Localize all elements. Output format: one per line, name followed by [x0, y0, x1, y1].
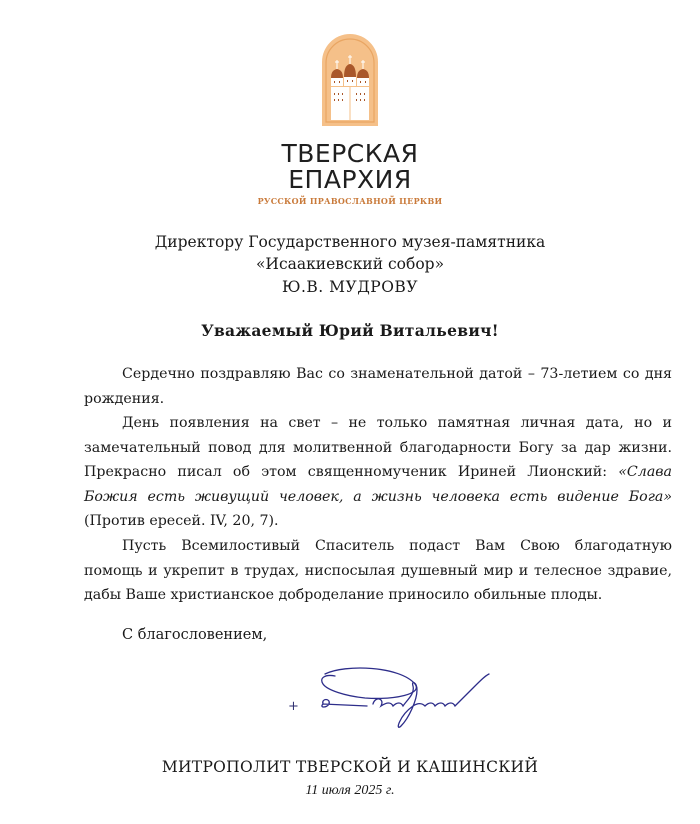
addressee-name: Ю.В. МУДРОВУ [281, 278, 419, 296]
eparchy-title-line1: ТВЕРСКАЯ [281, 139, 419, 168]
closing-phrase: С благословением, [122, 627, 268, 643]
addressee-line2: «Исаакиевский собор» [255, 255, 445, 273]
addressee-line1: Директору Государственного музея-памятника [154, 233, 546, 251]
quote-reference: (Против ересей. IV, 20, 7). [84, 513, 279, 529]
eparchy-subtitle: РУССКОЙ ПРАВОСЛАВНОЙ ЦЕРКВИ [257, 196, 443, 206]
handwritten-signature [305, 660, 495, 730]
paragraph-quote [84, 411, 672, 534]
signature-cross: + [288, 699, 299, 714]
letter-date: 11 июля 2025 г. [305, 783, 395, 798]
irenaeus-quote: «Слава Божия есть живущий человек, а жизнь человека есть видение Бога» [84, 464, 672, 505]
cathedral-arch-logo [320, 32, 380, 128]
paragraph-blessing [84, 534, 672, 608]
paragraph-1-text: Сердечно поздравляю Вас со знаменательной датой – 73-летием со дня рождения. [84, 366, 672, 407]
eparchy-title-line2: ЕПАРХИЯ [288, 165, 412, 194]
greeting: Уважаемый Юрий Витальевич! [201, 321, 499, 340]
paragraph-3-text: Пусть Всемилостивый Спаситель подаст Вам Свою благодатную помощь и укрепит в трудах, ниспосылая душевный мир и телесное здравие, дабы Ваше христианское доброделание приносило обильные плоды. [84, 538, 672, 603]
signatory-title: МИТРОПОЛИТ ТВЕРСКОЙ И КАШИНСКИЙ [161, 758, 539, 776]
paragraph-2 [84, 411, 672, 534]
paragraph-congratulation [84, 362, 672, 411]
paragraph-2-text: День появления на свет – не только памятная личная дата, но и замечательный повод для молитвенной благодарности Богу за дар жизни. Прекрасно писал об этом священномученик Ириней Лионский: [84, 415, 672, 480]
